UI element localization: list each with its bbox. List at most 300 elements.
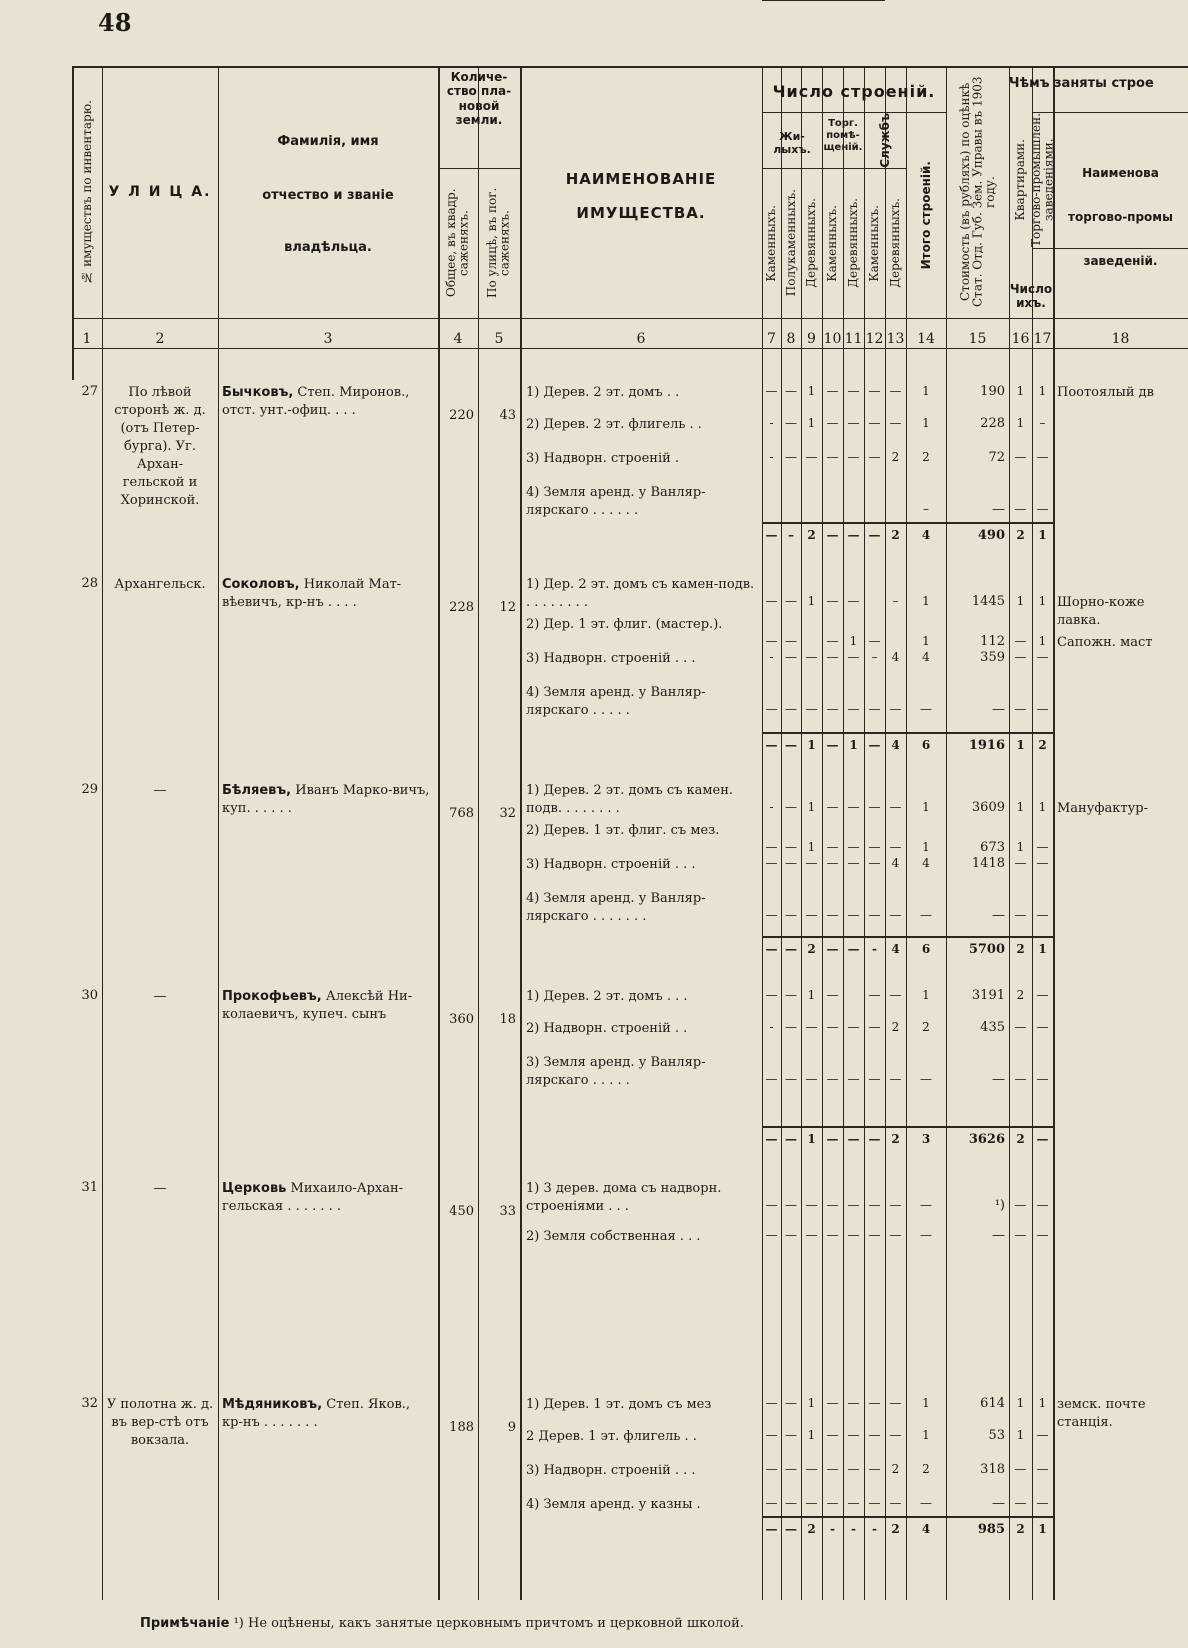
totals-rule xyxy=(762,522,1053,524)
property-item: 1) Дер. 2 эт. домъ съ камен-подв. . . . . . . . . xyxy=(526,577,755,610)
cell-col-8: — xyxy=(785,634,797,648)
total-col-10: — xyxy=(826,528,839,542)
cell-col-7: — xyxy=(765,1496,778,1510)
header-bottom-rule xyxy=(72,318,1188,319)
cell-col-9: — xyxy=(805,908,818,922)
cell-col-16: 1 xyxy=(1016,1396,1025,1410)
total-col-17: 1 xyxy=(1038,528,1047,542)
cell-col-10: — xyxy=(826,1428,839,1442)
cell-col-7: — xyxy=(765,908,778,922)
cell-col-17: — xyxy=(1036,1462,1049,1476)
property-item: 1) Дерев. 2 эт. домъ . . . xyxy=(526,989,688,1004)
cell-col-15: 112 xyxy=(980,634,1005,649)
header-land-group: Количе-ство пла-новой земли. xyxy=(446,70,512,128)
header-col8-text: Полукаменныхъ. xyxy=(783,189,798,297)
cell-col-13: — xyxy=(889,1198,902,1212)
column-rule xyxy=(1053,66,1055,1600)
property-item: 4) Земля аренд. у Ванляр-лярскаго . . . . . . xyxy=(526,485,706,518)
cell-col-16: — xyxy=(1014,1462,1027,1476)
estate-street: — xyxy=(153,1181,167,1196)
land-street-frontage: 33 xyxy=(499,1204,516,1219)
cell-col-16: — xyxy=(1014,702,1027,716)
property-item: 3) Надворн. строеній . . . xyxy=(526,857,696,872)
cell-col-15: — xyxy=(992,1072,1005,1087)
column-number-15: 15 xyxy=(968,331,987,347)
trade-establishment-name: Сапожн. маст xyxy=(1057,635,1153,650)
estate-street: По лѣвой сторонѣ ж. д. (отъ Петер-бурга). Уг. Архан-гельской и Хоринской. xyxy=(114,385,206,508)
cell-col-8: — xyxy=(785,450,797,464)
total-col-16: 2 xyxy=(1016,942,1025,956)
total-col-7: — xyxy=(765,942,778,956)
cell-col-14: — xyxy=(920,1228,932,1242)
cell-col-11: — xyxy=(847,594,860,608)
total-col-14: 4 xyxy=(921,1522,931,1536)
header-trade-name-line-3: заведеній. xyxy=(1083,254,1158,268)
property-item: 3) Надворн. строеній . . . xyxy=(526,1463,696,1478)
cell-col-13: — xyxy=(889,840,902,854)
cell-col-9: — xyxy=(805,1198,818,1212)
cell-col-13: — xyxy=(889,1228,902,1242)
trade-establishment-name: Шорно-коже лавка. xyxy=(1057,595,1145,628)
total-col-11: — xyxy=(847,1132,860,1146)
cell-col-10: — xyxy=(826,1198,839,1212)
column-rule xyxy=(520,66,522,1600)
cell-col-13: — xyxy=(889,1496,902,1510)
total-col-10: — xyxy=(826,738,839,752)
property-item: 2) Дерев. 1 эт. флиг. съ мез. xyxy=(526,823,720,838)
header-trade-establishments xyxy=(1028,112,1056,248)
cell-col-13: 4 xyxy=(891,856,900,870)
cell-col-16: — xyxy=(1014,502,1027,516)
cell-col-11: — xyxy=(847,1496,860,1510)
cell-col-14: 2 xyxy=(922,1020,930,1034)
cell-col-10: — xyxy=(826,908,839,922)
cell-col-11: — xyxy=(847,450,860,464)
estate-owner xyxy=(222,988,434,1024)
total-col-7: — xyxy=(765,1522,778,1536)
cell-col-11: — xyxy=(847,1428,860,1442)
cell-col-8: — xyxy=(785,1228,797,1242)
total-col-15: 5700 xyxy=(968,942,1005,957)
property-item: 1) Дерев. 2 эт. домъ съ камен. подв. . . . . . . . xyxy=(526,783,733,816)
cell-col-13: — xyxy=(889,988,902,1002)
cell-col-14: 2 xyxy=(922,1462,930,1476)
column-number-11: 11 xyxy=(844,331,863,347)
cell-col-9: 1 xyxy=(807,840,816,854)
land-total: 220 xyxy=(449,408,474,423)
cell-col-8: — xyxy=(785,840,797,854)
cell-col-11: — xyxy=(847,702,860,716)
cell-col-7: — xyxy=(765,988,778,1002)
cell-col-9: — xyxy=(805,1072,818,1086)
header-trade-name-line-1: Наименова xyxy=(1082,166,1159,180)
header-street: У Л И Ц А. xyxy=(108,184,212,200)
cell-col-14: 1 xyxy=(922,840,930,854)
header-trade-establishments-text: Торгово-промышлен. заведеніями. xyxy=(1028,113,1056,247)
cell-col-7: - xyxy=(769,800,774,814)
property-item: 3) Надворн. строеній . . . xyxy=(526,651,696,666)
estate-owner xyxy=(222,1180,434,1216)
cell-col-9: 1 xyxy=(807,594,816,608)
cell-col-13: — xyxy=(889,384,902,398)
cell-col-17: — xyxy=(1036,1496,1049,1510)
cell-col-7: — xyxy=(765,1396,778,1410)
header-col7-text: Каменныхъ. xyxy=(764,204,779,282)
cell-col-10: — xyxy=(826,1396,839,1410)
total-col-14: 3 xyxy=(921,1132,931,1146)
cell-col-8: — xyxy=(785,1496,797,1510)
cell-col-14: 1 xyxy=(922,634,930,648)
total-col-9: 2 xyxy=(807,528,816,542)
cell-col-10: — xyxy=(826,634,839,648)
cell-col-7: - xyxy=(769,650,774,664)
estate-number: 30 xyxy=(81,988,98,1003)
total-col-13: 4 xyxy=(891,738,900,752)
cell-col-7: — xyxy=(765,840,778,854)
property-item: 2 Дерев. 1 эт. флигель . . xyxy=(526,1429,697,1444)
cell-col-16: — xyxy=(1014,1020,1027,1034)
header-buildings-group: Число строеній. xyxy=(772,82,936,101)
cell-col-7: - xyxy=(769,1020,774,1034)
cell-col-17: — xyxy=(1036,1020,1049,1034)
total-col-7: — xyxy=(765,738,778,752)
cell-col-14: — xyxy=(920,1496,932,1510)
total-col-17: 1 xyxy=(1038,1522,1047,1536)
column-number-1: 1 xyxy=(82,331,92,347)
cell-col-15: 3191 xyxy=(971,988,1005,1003)
total-col-16: 2 xyxy=(1016,528,1025,542)
header-inventory-number-text: № имуществъ по инвентарю. xyxy=(79,99,94,285)
owner-name: Церковь xyxy=(222,1181,287,1196)
cell-col-9: — xyxy=(805,650,818,664)
cell-col-10: — xyxy=(826,594,839,608)
cell-col-14: 2 xyxy=(922,450,930,464)
estate-street: У полотна ж. д. въ вер-стѣ отъ вокзала. xyxy=(106,1397,214,1448)
cell-col-9: 1 xyxy=(807,384,816,398)
estate-number: 29 xyxy=(81,782,98,797)
cell-col-17: — xyxy=(1036,450,1049,464)
cell-col-14: — xyxy=(920,908,932,922)
total-col-13: 2 xyxy=(891,1132,900,1146)
cell-col-16: 2 xyxy=(1016,988,1025,1002)
totals-rule xyxy=(762,1516,1053,1518)
occupied-group-rule xyxy=(1032,112,1188,113)
cell-col-10: — xyxy=(826,416,839,430)
cell-col-8: — xyxy=(785,856,797,870)
cell-col-16: — xyxy=(1014,1228,1027,1242)
total-col-13: 2 xyxy=(891,1522,900,1536)
header-col7 xyxy=(762,168,781,318)
header-col9 xyxy=(801,168,822,318)
cell-col-17: — xyxy=(1036,502,1049,516)
cell-col-14: – xyxy=(923,502,929,516)
total-col-12: — xyxy=(868,528,881,542)
total-col-15: 985 xyxy=(977,1522,1005,1537)
total-col-8: – xyxy=(788,528,794,542)
cell-col-8: — xyxy=(785,594,797,608)
cell-col-7: — xyxy=(765,594,778,608)
cell-col-12: — xyxy=(868,1496,881,1510)
column-number-5: 5 xyxy=(494,331,504,347)
total-col-9: 2 xyxy=(807,942,816,956)
cell-col-17: — xyxy=(1036,702,1049,716)
cell-col-17: — xyxy=(1036,908,1049,922)
total-col-11: — xyxy=(847,528,860,542)
header-col13-text: Деревянныхъ. xyxy=(888,198,903,288)
owner-name: Прокофьевъ, xyxy=(222,989,322,1004)
total-col-8: — xyxy=(785,1522,797,1536)
owner-details: Алексѣй Ни-колаевичъ, купеч. сынъ xyxy=(222,989,413,1022)
totals-rule xyxy=(762,732,1053,734)
total-col-15: 3626 xyxy=(968,1132,1005,1147)
cell-col-14: 4 xyxy=(922,650,930,664)
header-occupied-group: Чѣмъ заняты строе xyxy=(1009,76,1154,91)
header-dwelling: Жи-лыхъ. xyxy=(773,130,811,157)
cell-col-15: 228 xyxy=(980,416,1005,431)
cell-col-9: — xyxy=(805,1462,818,1476)
estate-number: 28 xyxy=(81,576,98,591)
header-service xyxy=(864,112,906,168)
total-col-13: 4 xyxy=(891,942,900,956)
estate-owner xyxy=(222,782,434,818)
cell-col-17: — xyxy=(1036,1228,1049,1242)
cell-col-14: — xyxy=(920,702,932,716)
cell-col-9: — xyxy=(805,1020,818,1034)
page-number: 48 xyxy=(98,8,132,37)
count-rule xyxy=(1032,248,1188,249)
property-item: 4) Земля аренд. у Ванляр-лярскаго . . . . . xyxy=(526,685,706,718)
cell-col-10: — xyxy=(826,1020,839,1034)
header-total-buildings-text: Итого строеній. xyxy=(918,160,933,270)
cell-col-12: — xyxy=(868,416,881,430)
trade-establishment-name: Мануфактур- xyxy=(1057,801,1148,816)
cell-col-16: — xyxy=(1014,1198,1027,1212)
cell-col-8: — xyxy=(785,1396,797,1410)
trade-establishment-name: земск. почте станція. xyxy=(1057,1397,1146,1430)
total-col-16: 2 xyxy=(1016,1132,1025,1146)
column-number-13: 13 xyxy=(886,331,905,347)
cell-col-10: — xyxy=(826,988,839,1002)
cell-col-12: — xyxy=(868,702,881,716)
total-col-9: 1 xyxy=(807,1132,816,1146)
cell-col-11: — xyxy=(847,1020,860,1034)
cell-col-15: 673 xyxy=(980,840,1005,855)
cell-col-11: — xyxy=(847,1396,860,1410)
cell-col-8: — xyxy=(785,1428,797,1442)
land-street-frontage: 43 xyxy=(499,408,516,423)
column-number-6: 6 xyxy=(636,331,646,347)
cell-col-9: — xyxy=(805,1496,818,1510)
property-item: 3) Надворн. строеній . xyxy=(526,451,680,466)
cell-col-9: 1 xyxy=(807,416,816,430)
cell-col-13: — xyxy=(889,1396,902,1410)
cell-col-15: 614 xyxy=(980,1396,1005,1411)
header-value xyxy=(946,66,1009,318)
header-value-text: Стоимость (въ рубляхъ) по оцѣнкѣ Стат. Отд. Губ. Зем. Управы въ 1903 году. xyxy=(957,76,997,308)
land-street-frontage: 18 xyxy=(499,1012,516,1027)
total-col-10: — xyxy=(826,1132,839,1146)
cell-col-16: — xyxy=(1014,450,1027,464)
footnote xyxy=(140,1616,744,1631)
header-col12 xyxy=(864,168,885,318)
header-inventory-number xyxy=(72,66,102,318)
cell-col-8: — xyxy=(785,650,797,664)
cell-col-8: — xyxy=(785,384,797,398)
total-col-16: 1 xyxy=(1016,738,1025,752)
column-number-4: 4 xyxy=(453,331,463,347)
cell-col-10: — xyxy=(826,1496,839,1510)
property-item: 1) Дерев. 1 эт. домъ съ мез xyxy=(526,1397,712,1412)
cell-col-9: 1 xyxy=(807,1428,816,1442)
cell-col-7: — xyxy=(765,1462,778,1476)
cell-col-12: — xyxy=(868,1462,881,1476)
cell-col-17: — xyxy=(1036,650,1049,664)
cell-col-16: — xyxy=(1014,1496,1027,1510)
header-col12-text: Каменныхъ. xyxy=(867,204,882,282)
cell-col-12: — xyxy=(868,450,881,464)
total-col-8: — xyxy=(785,942,797,956)
cell-col-11: — xyxy=(847,1228,860,1242)
cell-col-16: — xyxy=(1014,856,1027,870)
total-col-8: — xyxy=(785,1132,797,1146)
column-number-18: 18 xyxy=(1111,331,1130,347)
header-col8 xyxy=(781,168,801,318)
column-number-10: 10 xyxy=(823,331,842,347)
cell-col-10: — xyxy=(826,856,839,870)
cell-col-15: 318 xyxy=(980,1462,1005,1477)
cell-col-12: — xyxy=(868,988,881,1002)
cell-col-14: — xyxy=(920,1198,932,1212)
total-col-12: — xyxy=(868,738,881,752)
total-col-7: — xyxy=(765,1132,778,1146)
cell-col-12: — xyxy=(868,856,881,870)
cell-col-15: ¹) xyxy=(994,1198,1005,1213)
cell-col-10: — xyxy=(826,650,839,664)
cell-col-9: — xyxy=(805,856,818,870)
land-street-frontage: 9 xyxy=(507,1420,516,1435)
cell-col-10: — xyxy=(826,840,839,854)
estate-number: 31 xyxy=(81,1180,98,1195)
header-owner-line-2: отчество и званіе xyxy=(262,188,394,203)
cell-col-11: — xyxy=(847,1072,860,1086)
cell-col-11: 1 xyxy=(849,634,858,648)
cell-col-14: 1 xyxy=(922,594,930,608)
cell-col-13: 2 xyxy=(891,1462,900,1476)
cell-col-15: — xyxy=(992,1496,1005,1511)
property-item: 4) Земля аренд. у казны . xyxy=(526,1497,701,1512)
table-top-rule xyxy=(72,66,1188,68)
column-number-17: 17 xyxy=(1033,331,1052,347)
header-col10 xyxy=(822,168,843,318)
cell-col-8: — xyxy=(785,800,797,814)
cell-col-17: — xyxy=(1036,840,1049,854)
total-col-9: 1 xyxy=(807,738,816,752)
estate-owner xyxy=(222,576,434,612)
cell-col-17: — xyxy=(1036,1428,1049,1442)
column-number-3: 3 xyxy=(323,331,333,347)
column-rule xyxy=(102,66,103,1600)
property-item: 2) Дер. 1 эт. флиг. (мастер.). xyxy=(526,617,723,632)
header-trade-name-line-2: торгово-промы xyxy=(1068,210,1173,224)
cell-col-7: - xyxy=(769,450,774,464)
cell-col-7: — xyxy=(765,1198,778,1212)
cell-col-7: — xyxy=(765,384,778,398)
cell-col-8: — xyxy=(785,908,797,922)
cell-col-15: 1445 xyxy=(971,594,1005,609)
cell-col-13: — xyxy=(889,800,902,814)
cell-col-13: — xyxy=(889,702,902,716)
cell-col-10: — xyxy=(826,1228,839,1242)
footnote-label: Примѣчаніе xyxy=(140,1616,230,1631)
cell-col-12: — xyxy=(868,1396,881,1410)
cell-col-14: 1 xyxy=(922,1428,930,1442)
land-total: 188 xyxy=(449,1420,474,1435)
header-service-text: Службъ xyxy=(877,112,892,168)
cell-col-8: — xyxy=(785,416,797,430)
total-col-7: — xyxy=(765,528,778,542)
cell-col-10: — xyxy=(826,1462,839,1476)
header-land-total-text: Общее, въ квадр. саженяхъ. xyxy=(444,188,471,298)
property-item: 1) Дерев. 2 эт. домъ . . xyxy=(526,385,680,400)
cell-col-8: — xyxy=(785,1462,797,1476)
cell-col-12: — xyxy=(868,1072,881,1086)
total-col-8: — xyxy=(785,738,797,752)
header-property-line-1: НАИМЕНОВАНІЕ xyxy=(565,170,717,188)
cell-col-14: 1 xyxy=(922,1396,930,1410)
header-land-total xyxy=(438,168,478,318)
totals-rule xyxy=(762,936,1053,938)
total-col-14: 6 xyxy=(921,738,931,752)
column-number-14: 14 xyxy=(917,331,935,347)
property-item: 2) Дерев. 2 эт. флигель . . xyxy=(526,417,702,432)
cell-col-10: — xyxy=(826,450,839,464)
total-col-14: 6 xyxy=(921,942,931,956)
cell-col-15: 359 xyxy=(980,650,1005,665)
cell-col-12: – xyxy=(871,650,878,664)
cell-col-15: — xyxy=(992,908,1005,923)
land-total: 360 xyxy=(449,1012,474,1027)
total-col-12: - xyxy=(872,1522,877,1536)
cell-col-9: 1 xyxy=(807,1396,816,1410)
cell-col-14: — xyxy=(920,1072,932,1086)
cell-col-7: - xyxy=(769,416,774,430)
land-street-frontage: 32 xyxy=(499,806,516,821)
total-col-11: - xyxy=(851,1522,856,1536)
cell-col-13: – xyxy=(892,594,899,608)
cell-col-7: — xyxy=(765,1228,778,1242)
footnote-text: ¹) Не оцѣнены, какъ занятые церковнымъ причтомъ и церковной школой. xyxy=(229,1616,744,1631)
property-item: 2) Надворн. строеній . . xyxy=(526,1021,688,1036)
cell-col-9: — xyxy=(805,702,818,716)
cell-col-14: 1 xyxy=(922,416,930,430)
cell-col-15: — xyxy=(992,1228,1005,1243)
cell-col-10: — xyxy=(826,1072,839,1086)
cell-col-14: 1 xyxy=(922,384,930,398)
estate-owner xyxy=(222,1396,434,1432)
total-col-9: 2 xyxy=(807,1522,816,1536)
total-col-11: — xyxy=(847,942,860,956)
owner-details: Иванъ Марко-вичъ, куп. . . . . . xyxy=(222,783,430,816)
header-land-street-text: По улицѣ, въ пог. саженяхъ. xyxy=(485,187,512,299)
total-col-11: 1 xyxy=(849,738,858,752)
cell-col-15: 3609 xyxy=(971,800,1005,815)
cell-col-11: — xyxy=(847,908,860,922)
cell-col-17: 1 xyxy=(1038,594,1047,608)
cell-col-16: 1 xyxy=(1016,1428,1025,1442)
cell-col-12: — xyxy=(868,800,881,814)
owner-name: Соколовъ, xyxy=(222,577,300,592)
total-col-15: 1916 xyxy=(968,738,1005,753)
